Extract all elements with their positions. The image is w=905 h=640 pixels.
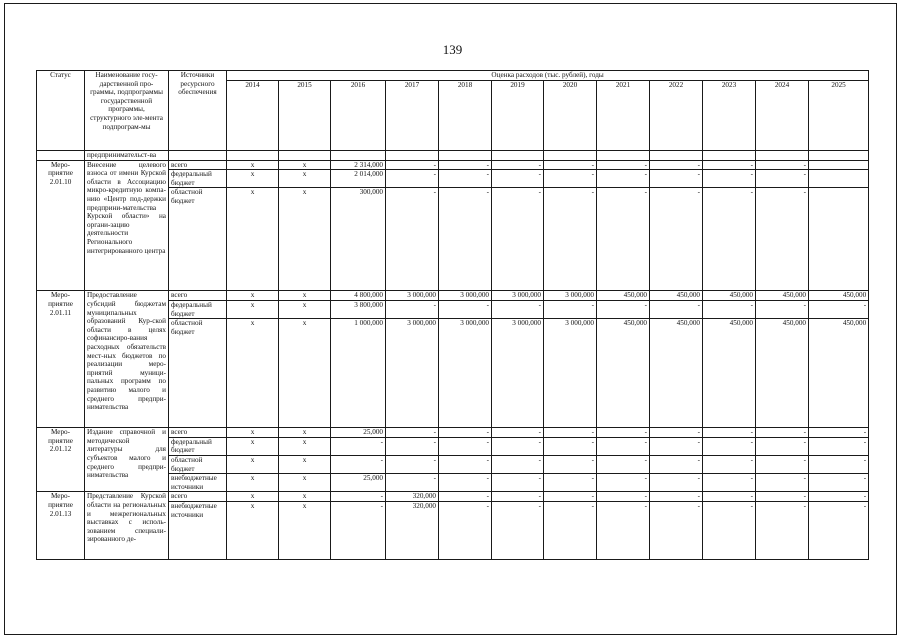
value-cell: - [492,300,544,318]
value-cell: - [756,160,809,170]
value-cell: 3 800,000 [331,300,386,318]
value-cell: - [703,492,756,502]
value-cell: - [703,170,756,188]
value-cell: - [386,170,439,188]
value-cell: - [597,502,650,560]
value-cell: - [756,300,809,318]
value-cell: - [703,474,756,492]
value-cell: х [227,455,279,473]
value-cell: - [544,455,597,473]
source-cell: федеральный бюджет [169,437,227,455]
value-cell: х [279,502,331,560]
source-cell: всего [169,291,227,301]
continuation-name: предпринимательст-ва [85,150,169,160]
status-cell: Меро-приятие 2.01.12 [37,428,85,492]
value-cell: - [544,474,597,492]
value-cell: - [756,428,809,438]
value-cell: - [439,502,492,560]
continuation-row [37,150,869,160]
value-cell: - [809,474,869,492]
value-cell: х [227,160,279,170]
estimate-header: Оценка расходов (тыс. рублей), годы [227,71,869,81]
value-cell: - [703,428,756,438]
value-cell: - [703,455,756,473]
value-cell: х [279,160,331,170]
value-cell: - [650,170,703,188]
source-cell: всего [169,428,227,438]
value-cell: 2 314,000 [331,160,386,170]
value-cell: х [227,502,279,560]
continuation-status [37,150,85,160]
value-cell: - [386,455,439,473]
value-cell: х [227,437,279,455]
value-cell: - [492,170,544,188]
table-row [37,492,869,502]
value-cell: х [279,188,331,291]
value-cell: 3 000,000 [544,319,597,428]
value-cell: - [809,437,869,455]
year-header: 2020 [544,80,597,150]
value-cell: - [650,502,703,560]
status-cell: Меро-приятие 2.01.10 [37,160,85,291]
value-cell: х [279,300,331,318]
value-cell: х [227,291,279,301]
source-cell: внебюджетные источники [169,502,227,560]
year-header: 2022 [650,80,703,150]
table-row [37,428,869,438]
value-cell: - [544,170,597,188]
name-header: Наименование госу-дарственной про-граммы, подпрограммы государственной программы, структурного эле-мента подпрограм-мы [85,71,169,151]
value-cell: - [492,437,544,455]
value-cell: 450,000 [650,319,703,428]
year-header: 2017 [386,80,439,150]
value-cell: - [703,437,756,455]
year-header: 2019 [492,80,544,150]
value-cell: х [227,188,279,291]
value-cell: - [597,170,650,188]
value-cell: - [756,474,809,492]
continuation-source [169,150,227,160]
value-cell: х [227,474,279,492]
value-cell: - [650,474,703,492]
value-cell: - [544,188,597,291]
value-cell: - [597,492,650,502]
value-cell: - [650,160,703,170]
value-cell: - [439,474,492,492]
year-header: 2014 [227,80,279,150]
value-cell: х [279,492,331,502]
value-cell: - [544,502,597,560]
year-header: 2021 [597,80,650,150]
value-cell: - [650,437,703,455]
year-header: 2024 [756,80,809,150]
value-cell: х [227,300,279,318]
value-cell: - [597,437,650,455]
value-cell: - [809,300,869,318]
value-cell: - [650,300,703,318]
value-cell: х [279,455,331,473]
value-cell [809,188,869,291]
value-cell: х [279,437,331,455]
measure-name-cell: Предоставление субсидий бюджетам муниципальных образований Кур-ской области в целях софинансиро-вания расходных обязательств мест-ных бюджетов по реализации меро-приятий муници-пальных программ по развитию малого и среднего предпри-нимательства [85,291,169,428]
value-cell: - [597,474,650,492]
value-cell: - [544,160,597,170]
value-cell: - [703,160,756,170]
value-cell: - [386,428,439,438]
table-row [37,291,869,301]
expenditure-table [36,70,869,560]
source-cell: областной бюджет [169,188,227,291]
page-number: 139 [442,42,463,57]
value-cell: х [279,428,331,438]
value-cell: 450,000 [809,291,869,301]
value-cell: - [439,300,492,318]
value-cell: - [439,455,492,473]
measure-name-cell: Представление Курской области на региональных и межрегиональных выставках с исполь-зованием специали-зированного де- [85,492,169,560]
value-cell: - [650,492,703,502]
value-cell: х [279,170,331,188]
value-cell: - [650,455,703,473]
value-cell: 450,000 [597,291,650,301]
value-cell: 3 000,000 [492,319,544,428]
year-header: 2016 [331,80,386,150]
value-cell: 3 000,000 [386,319,439,428]
value-cell: - [492,160,544,170]
value-cell: - [492,492,544,502]
value-cell: - [756,455,809,473]
value-cell: - [439,492,492,502]
value-cell: - [492,502,544,560]
year-header: 2015 [279,80,331,150]
value-cell [809,170,869,188]
value-cell: - [439,188,492,291]
value-cell: - [809,428,869,438]
source-cell: областной бюджет [169,455,227,473]
value-cell: - [492,428,544,438]
value-cell: 450,000 [597,319,650,428]
value-cell: х [227,492,279,502]
source-cell: всего [169,492,227,502]
value-cell: 3 000,000 [386,291,439,301]
value-cell: - [386,474,439,492]
table-body [37,71,869,560]
value-cell: - [386,188,439,291]
source-cell: федеральный бюджет [169,300,227,318]
sources-header: Источники ресурсного обеспечения [169,71,227,151]
value-cell: х [279,319,331,428]
value-cell: - [386,160,439,170]
status-header: Статус [37,71,85,151]
value-cell: 450,000 [756,319,809,428]
value-cell: - [331,455,386,473]
value-cell: - [331,502,386,560]
table-row [37,160,869,170]
value-cell: - [544,428,597,438]
value-cell: - [597,188,650,291]
value-cell: х [279,474,331,492]
header-row [37,71,869,81]
year-header: 2018 [439,80,492,150]
value-cell: - [756,502,809,560]
value-cell: 1 000,000 [331,319,386,428]
value-cell: 25,000 [331,428,386,438]
source-cell: всего [169,160,227,170]
value-cell: 4 800,000 [331,291,386,301]
value-cell: 3 000,000 [544,291,597,301]
value-cell: 450,000 [703,291,756,301]
value-cell: х [227,319,279,428]
value-cell: - [756,170,809,188]
value-cell: - [439,428,492,438]
value-cell: - [439,170,492,188]
value-cell: - [756,437,809,455]
value-cell: 450,000 [703,319,756,428]
value-cell: - [756,188,809,291]
value-cell: 320,000 [386,502,439,560]
year-header: 2025 [809,80,869,150]
value-cell: 450,000 [756,291,809,301]
value-cell: 3 000,000 [439,319,492,428]
value-cell: - [650,428,703,438]
measure-name-cell: Внесение целевого взноса от имени Курской области в Ассоциацию микро-кредитную компа-нию «Центр под-держки предприни-мательства Курской области» на органи-зацию деятельности Регионального интегрированного центра [85,160,169,291]
value-cell: 300,000 [331,188,386,291]
value-cell: - [756,492,809,502]
value-cell: - [703,300,756,318]
value-cell: х [227,428,279,438]
year-header: 2023 [703,80,756,150]
value-cell: - [439,437,492,455]
source-cell: областной бюджет [169,319,227,428]
status-cell: Меро-приятие 2.01.13 [37,492,85,560]
value-cell: - [544,437,597,455]
source-cell: федеральный бюджет [169,170,227,188]
value-cell: - [492,455,544,473]
value-cell: - [492,188,544,291]
value-cell: - [809,502,869,560]
value-cell: - [703,502,756,560]
value-cell: - [597,300,650,318]
value-cell: 3 000,000 [439,291,492,301]
value-cell: 320,000 [386,492,439,502]
value-cell: - [650,188,703,291]
value-cell: х [227,170,279,188]
value-cell: 450,000 [809,319,869,428]
value-cell: - [439,160,492,170]
value-cell: - [386,437,439,455]
value-cell: 2 014,000 [331,170,386,188]
value-cell: - [597,455,650,473]
status-cell: Меро-приятие 2.01.11 [37,291,85,428]
value-cell: - [544,300,597,318]
value-cell: 3 000,000 [492,291,544,301]
measure-name-cell: Издание справочной и методической литературы для субъектов малого и среднего предпри-нимательства [85,428,169,492]
value-cell: - [386,300,439,318]
value-cell: 25,000 [331,474,386,492]
source-cell: внебюджетные источники [169,474,227,492]
value-cell: - [597,160,650,170]
value-cell: - [597,428,650,438]
value-cell: - [703,188,756,291]
value-cell: - [492,474,544,492]
value-cell: - [809,492,869,502]
value-cell: - [331,492,386,502]
value-cell: - [544,492,597,502]
value-cell: - [809,455,869,473]
value-cell: - [331,437,386,455]
value-cell [809,160,869,170]
value-cell: х [279,291,331,301]
value-cell: 450,000 [650,291,703,301]
